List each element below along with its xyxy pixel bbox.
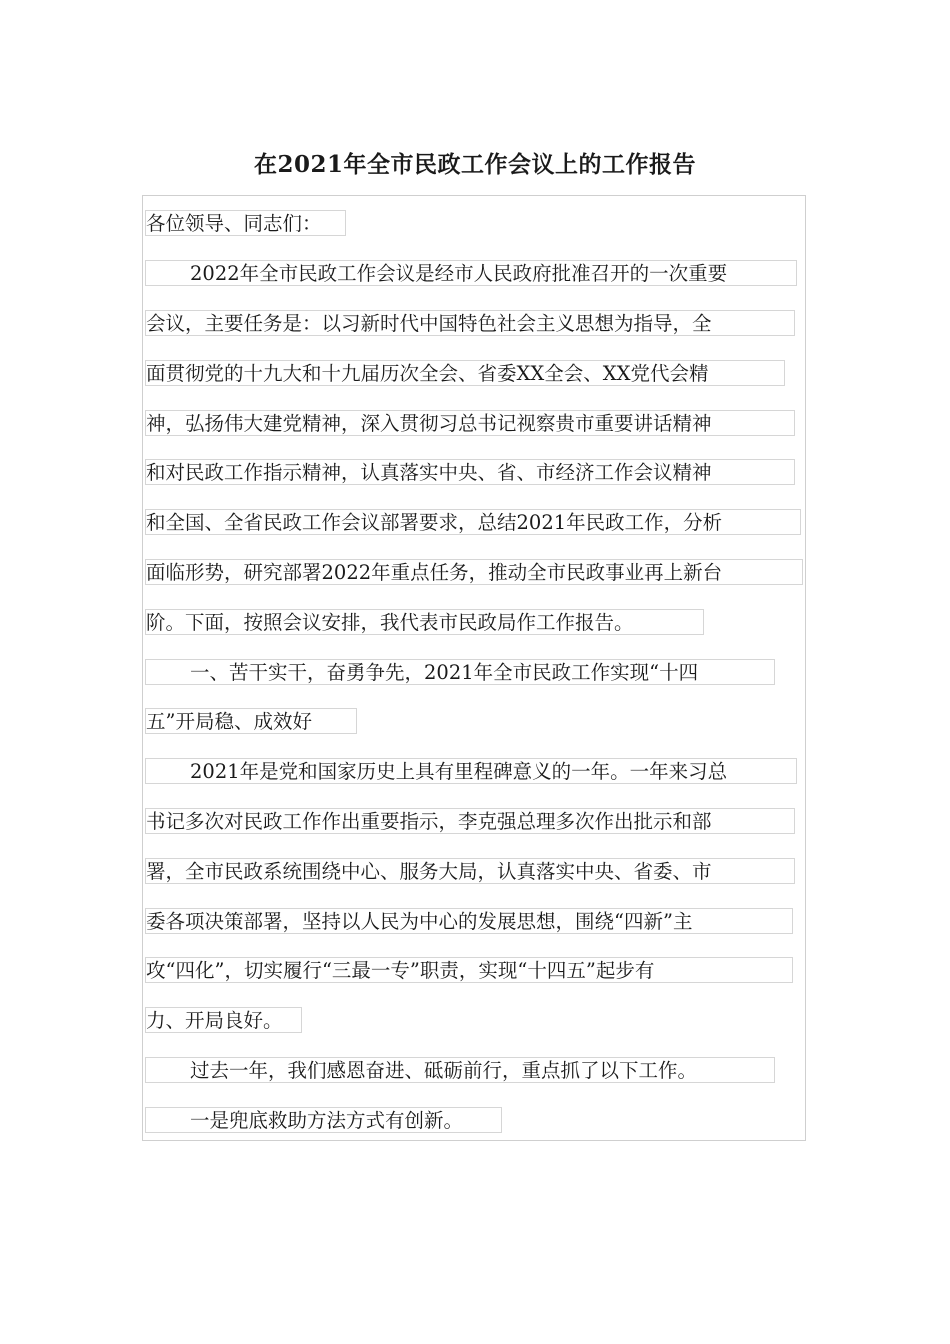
text-line: 委各项决策部署，坚持以人民为中心的发展思想，围绕“四新”主 [145, 908, 793, 934]
text-line: 署，全市民政系统围绕中心、服务大局，认真落实中央、省委、市 [145, 858, 795, 884]
text-line: 2022年全市民政工作会议是经市人民政府批准召开的一次重要 [145, 260, 797, 286]
text-line: 过去一年，我们感恩奋进、砥砺前行，重点抓了以下工作。 [145, 1057, 775, 1083]
text-line: 面临形势，研究部署2022年重点任务，推动全市民政事业再上新台 [145, 559, 803, 585]
text-line: 会议，主要任务是：以习新时代中国特色社会主义思想为指导，全 [145, 310, 795, 336]
text-line: 和全国、全省民政工作会议部署要求，总结2021年民政工作，分析 [145, 509, 801, 535]
text-line: 力、开局良好。 [145, 1007, 302, 1033]
text-line: 各位领导、同志们： [145, 210, 346, 236]
text-line: 攻“四化”，切实履行“三最一专”职责，实现“十四五”起步有 [145, 957, 793, 983]
text-line: 阶。下面，按照会议安排，我代表市民政局作工作报告。 [145, 609, 704, 635]
text-line: 神，弘扬伟大建党精神，深入贯彻习总书记视察贵市重要讲话精神 [145, 410, 795, 436]
text-line: 2021年是党和国家历史上具有里程碑意义的一年。一年来习总 [145, 758, 797, 784]
text-line: 一、苦干实干，奋勇争先，2021年全市民政工作实现“十四 [145, 659, 775, 685]
document-title: 在2021年全市民政工作会议上的工作报告 [253, 151, 696, 178]
text-line: 五”开局稳、成效好 [145, 708, 357, 734]
text-line: 和对民政工作指示精神，认真落实中央、省、市经济工作会议精神 [145, 459, 795, 485]
text-line: 面贯彻党的十九大和十九届历次全会、省委XX全会、XX党代会精 [145, 360, 785, 386]
text-line: 书记多次对民政工作作出重要指示，李克强总理多次作出批示和部 [145, 808, 795, 834]
text-line: 一是兜底救助方法方式有创新。 [145, 1107, 502, 1133]
